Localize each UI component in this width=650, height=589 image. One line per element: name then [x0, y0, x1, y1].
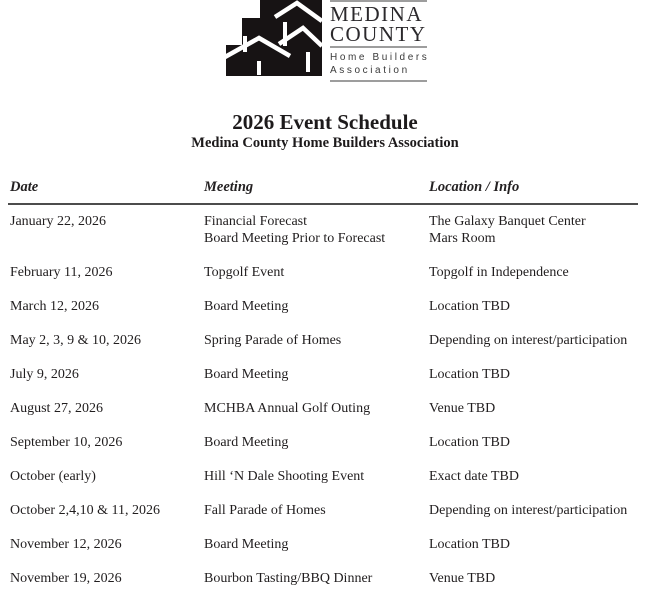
- meeting-cell: [204, 366, 429, 383]
- meeting-cell: [204, 468, 429, 485]
- location-cell: [429, 332, 638, 349]
- cell-line: October (early): [10, 469, 96, 484]
- cell-line: Exact date TBD: [429, 469, 519, 484]
- location-cell: [429, 298, 638, 315]
- cell-line: Fall Parade of Homes: [204, 503, 326, 518]
- table-row: [8, 502, 638, 519]
- cell-line: Hill ‘N Dale Shooting Event: [204, 469, 365, 484]
- cell-line: Bourbon Tasting/BBQ Dinner: [204, 571, 373, 586]
- cell-line: Location TBD: [429, 537, 511, 552]
- table-row: [8, 536, 638, 553]
- logo-name-line2: COUNTY: [330, 22, 427, 46]
- date-cell: [10, 366, 204, 383]
- cell-line: Board Meeting Prior to Forecast: [204, 231, 386, 246]
- location-cell: [429, 468, 638, 485]
- header-rule: [8, 203, 638, 205]
- meeting-cell: [204, 434, 429, 451]
- table-row: [8, 264, 638, 281]
- meeting-cell: [204, 298, 429, 315]
- cell-line: November 12, 2026: [10, 537, 122, 552]
- column-header-meeting: Meeting: [204, 179, 254, 195]
- location-cell: [429, 434, 638, 451]
- table-row: [8, 298, 638, 315]
- cell-line: September 10, 2026: [10, 435, 123, 450]
- date-cell: [10, 570, 204, 587]
- cell-line: Board Meeting: [204, 537, 289, 552]
- cell-line: Board Meeting: [204, 299, 289, 314]
- cell-line: Mars Room: [429, 231, 496, 246]
- meeting-cell: [204, 213, 429, 247]
- cell-line: MCHBA Annual Golf Outing: [204, 401, 371, 416]
- page-subtitle: Medina County Home Builders Association: [191, 135, 459, 151]
- date-cell: [10, 502, 204, 519]
- stacked-houses-icon: [223, 0, 323, 80]
- cell-line: October 2,4,10 & 11, 2026: [10, 503, 160, 518]
- page-title: 2026 Event Schedule: [232, 110, 418, 134]
- location-cell: [429, 570, 638, 587]
- table-body: [8, 213, 638, 587]
- location-cell: [429, 213, 638, 247]
- logo-divider-middle: [330, 46, 427, 48]
- cell-line: Venue TBD: [429, 571, 496, 586]
- table-row: [8, 366, 638, 383]
- cell-line: Depending on interest/participation: [429, 503, 628, 518]
- cell-line: Topgolf Event: [204, 265, 285, 280]
- date-cell: [10, 213, 204, 247]
- meeting-cell: [204, 332, 429, 349]
- cell-line: Board Meeting: [204, 435, 289, 450]
- table-row: [8, 570, 638, 587]
- table-row: [8, 468, 638, 485]
- table-row: [8, 434, 638, 451]
- meeting-cell: [204, 264, 429, 281]
- meeting-cell: [204, 536, 429, 553]
- logo-tagline-line2: Association: [330, 65, 410, 76]
- table-header-row: [8, 178, 638, 196]
- cell-line: August 27, 2026: [10, 401, 103, 416]
- table-row: [8, 213, 638, 247]
- date-cell: [10, 332, 204, 349]
- meeting-cell: [204, 400, 429, 417]
- cell-line: February 11, 2026: [10, 265, 113, 280]
- cell-line: January 22, 2026: [10, 214, 107, 229]
- logo-name-line1: MEDINA: [330, 2, 423, 26]
- location-cell: [429, 264, 638, 281]
- column-header-location: Location / Info: [429, 179, 520, 195]
- location-cell: [429, 502, 638, 519]
- date-cell: [10, 536, 204, 553]
- date-cell: [10, 400, 204, 417]
- date-cell: [10, 264, 204, 281]
- table-row: [8, 400, 638, 417]
- cell-line: Topgolf in Independence: [429, 265, 569, 280]
- location-cell: [429, 536, 638, 553]
- location-cell: [429, 366, 638, 383]
- column-header-date: Date: [10, 179, 39, 195]
- table-row: [8, 332, 638, 349]
- logo-tagline-line1: Home Builders: [330, 52, 430, 63]
- cell-line: July 9, 2026: [10, 367, 79, 382]
- cell-line: Financial Forecast: [204, 214, 308, 229]
- cell-line: Location TBD: [429, 435, 511, 450]
- cell-line: Venue TBD: [429, 401, 496, 416]
- cell-line: Location TBD: [429, 299, 511, 314]
- cell-line: May 2, 3, 9 & 10, 2026: [10, 333, 142, 348]
- meeting-cell: [204, 502, 429, 519]
- cell-line: The Galaxy Banquet Center: [429, 214, 586, 229]
- cell-line: March 12, 2026: [10, 299, 100, 314]
- date-cell: [10, 298, 204, 315]
- cell-line: Spring Parade of Homes: [204, 333, 342, 348]
- cell-line: Board Meeting: [204, 367, 289, 382]
- cell-line: Location TBD: [429, 367, 511, 382]
- date-cell: [10, 468, 204, 485]
- logo: [0, 0, 650, 84]
- meeting-cell: [204, 570, 429, 587]
- location-cell: [429, 400, 638, 417]
- event-schedule-table: [8, 178, 638, 589]
- logo-text-block: [330, 0, 430, 84]
- date-cell: [10, 434, 204, 451]
- logo-divider-bottom: [330, 80, 427, 82]
- cell-line: November 19, 2026: [10, 571, 122, 586]
- title-block: [0, 110, 650, 152]
- cell-line: Depending on interest/participation: [429, 333, 628, 348]
